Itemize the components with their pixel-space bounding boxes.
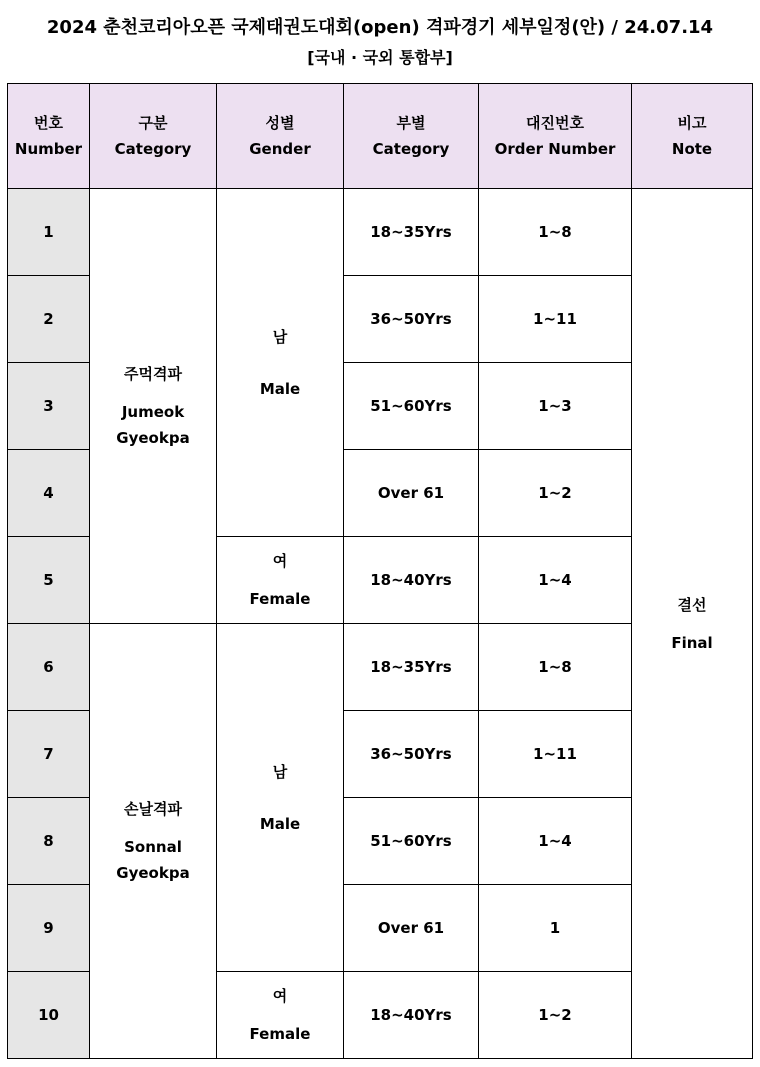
division-cell: 18~40Yrs [344, 537, 479, 624]
header-gender [217, 84, 344, 189]
division-cell: 36~50Yrs [344, 711, 479, 798]
division-cell: Over 61 [344, 885, 479, 972]
gender-label-en: Male [259, 814, 301, 833]
note-label-ko: 결선 [677, 595, 707, 614]
header-label-ko: 비고 [677, 114, 707, 132]
row-number: 1 [8, 189, 90, 276]
order-cell: 1~4 [479, 537, 632, 624]
group-label-en: Jumeok [121, 403, 185, 421]
header-number [8, 84, 90, 189]
header-note [632, 84, 753, 189]
page-title: 2024 춘천코리아오픈 국제태권도대회(open) 격파경기 세부일정(안) / 24.07.14 [46, 17, 714, 38]
row-number: 5 [8, 537, 90, 624]
gender-cell-female [217, 537, 344, 624]
group-label-en: Sonnal [124, 838, 182, 856]
table-row [8, 189, 753, 276]
row-number: 7 [8, 711, 90, 798]
gender-label-en: Female [249, 1025, 311, 1043]
division-cell: Over 61 [344, 450, 479, 537]
row-number: 8 [8, 798, 90, 885]
group-cell [90, 189, 217, 624]
gender-cell-male [217, 189, 344, 537]
gender-label-en: Male [259, 379, 301, 398]
gender-cell-male [217, 624, 344, 972]
note-cell [632, 189, 753, 1059]
order-cell: 1~11 [479, 711, 632, 798]
order-cell: 1~8 [479, 189, 632, 276]
gender-label-en: Female [249, 590, 311, 608]
row-number: 10 [8, 972, 90, 1059]
division-cell: 36~50Yrs [344, 276, 479, 363]
row-number: 9 [8, 885, 90, 972]
division-cell: 51~60Yrs [344, 798, 479, 885]
order-cell: 1~11 [479, 276, 632, 363]
header-label-ko: 번호 [34, 114, 63, 132]
header-label-en: Category [114, 140, 192, 158]
gender-label-ko: 남 [272, 762, 288, 781]
order-cell: 1~2 [479, 972, 632, 1059]
group-cell [90, 624, 217, 1059]
header-division [344, 84, 479, 189]
page-subtitle: [국내 · 국외 통합부] [307, 48, 453, 67]
header-label-en: Order Number [494, 140, 616, 158]
division-cell: 18~35Yrs [344, 624, 479, 711]
note-label-en: Final [671, 633, 713, 652]
order-cell: 1~3 [479, 363, 632, 450]
header-row [8, 84, 753, 189]
gender-label-ko: 여 [272, 987, 288, 1005]
division-cell: 18~40Yrs [344, 972, 479, 1059]
order-cell: 1~4 [479, 798, 632, 885]
header-order-number [479, 84, 632, 189]
group-label-ko: 손날격파 [124, 800, 182, 818]
row-number: 6 [8, 624, 90, 711]
order-cell: 1~8 [479, 624, 632, 711]
order-cell: 1 [479, 885, 632, 972]
group-label-en: Gyeokpa [116, 429, 190, 447]
order-cell: 1~2 [479, 450, 632, 537]
header-label-ko: 성별 [265, 114, 295, 132]
header-label-en: Gender [249, 140, 311, 158]
gender-cell-female [217, 972, 344, 1059]
gender-label-ko: 여 [272, 552, 288, 570]
header-group [90, 84, 217, 189]
header-label-ko: 부별 [396, 114, 426, 132]
schedule-table [7, 83, 753, 1059]
row-number: 2 [8, 276, 90, 363]
group-label-en: Gyeokpa [116, 864, 190, 882]
division-cell: 18~35Yrs [344, 189, 479, 276]
row-number: 3 [8, 363, 90, 450]
gender-label-ko: 남 [272, 327, 288, 346]
header-label-ko: 대진번호 [526, 114, 584, 132]
header-label-en: Number [14, 140, 83, 158]
row-number: 4 [8, 450, 90, 537]
header-label-en: Note [671, 140, 713, 158]
header-label-ko: 구분 [138, 114, 168, 132]
group-label-ko: 주먹격파 [124, 365, 182, 383]
division-cell: 51~60Yrs [344, 363, 479, 450]
header-label-en: Category [372, 140, 450, 158]
